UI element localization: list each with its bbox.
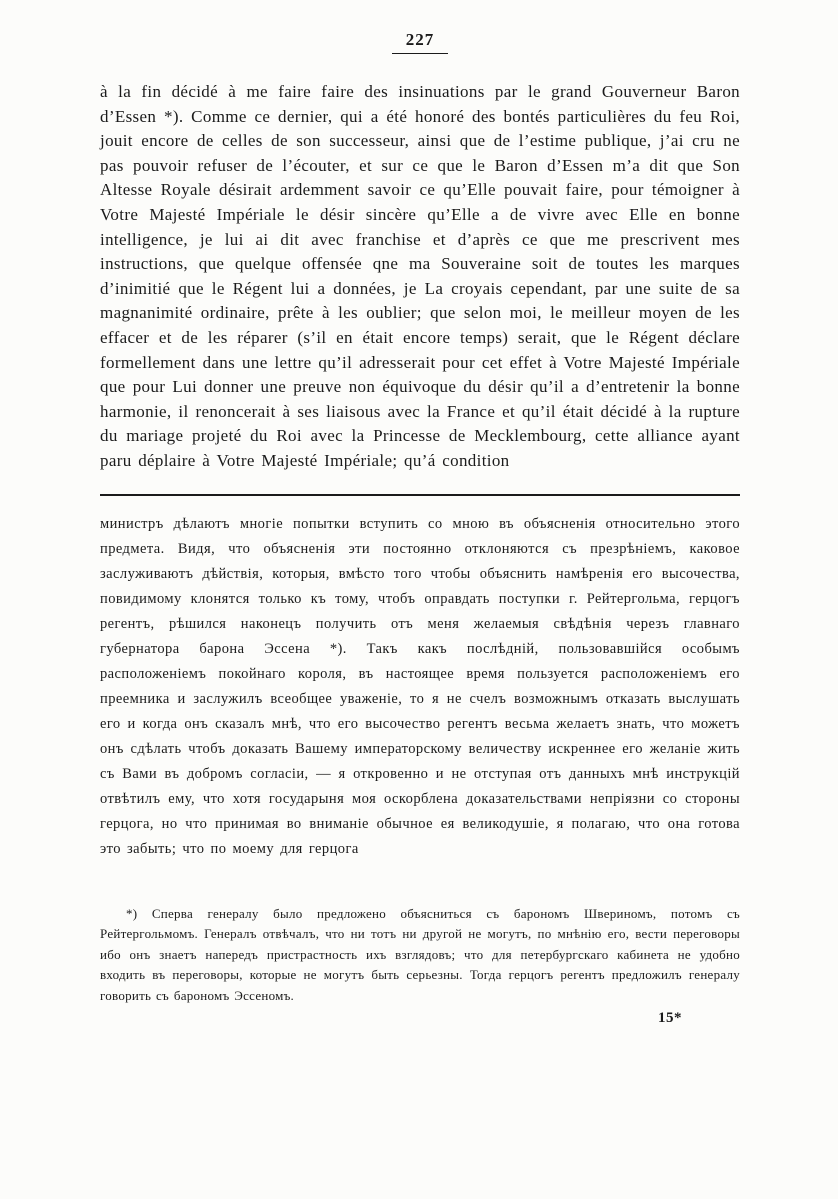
page-header bbox=[100, 30, 740, 54]
page-number: 227 bbox=[392, 30, 449, 54]
footnote: *) Сперва генералу было предложено объясниться съ барономъ Швериномъ, потомъ съ Рейтергольмомъ. Генералъ отвѣчалъ, что ни тотъ ни другой не могутъ, по мнѣнію его, вести переговоры ибо онъ знаетъ напередъ пристрастность ихъ взглядовъ; что для петербургскаго кабинета не удобно входить въ переговоры, которые не могутъ быть серьезны. Тогда герцогъ регентъ предложилъ генералу говорить съ барономъ Эссеномъ. bbox=[100, 905, 740, 1003]
signature-mark: 15* bbox=[658, 1010, 682, 1026]
main-text-french: à la fin décidé à me faire faire des insinuations par le grand Gouverneur Baron d’Essen *). Comme ce dernier, qui a été honoré des bontés particulières du feu Roi, jouit encore de celles de son successeur, ainsi que de l’estime publique, j’ai cru ne pas pouvoir refuser de l’écouter, et sur ce que le Baron d’Essen m’a dit que Son Altesse Royale désirait ardemment savoir ce qu’Elle pouvait faire, pour témoigner à Votre Majesté Impériale le désir sincère qu’Elle a de vivre avec Elle en bonne intelligence, je lui ai dit avec franchise et d’après ce que me prescrivent mes instructions, que quelque offensée qne ma Souveraine soit de toutes les marques d’inimitié que le Régent lui a données, je La croyais cependant, par une suite de sa magnanimité ordinaire, prête à les oublier; que selon moi, le meilleur moyen de les effacer et de les réparer (s’il en était encore temps) serait, que le Régent déclare formellement dans une lettre qu’il adresserait pour cet effet à Votre Majesté Impériale que pour Lui donner une preuve non équivoque du désir qu’il a d’entretenir la bonne harmonie, il renoncerait à ses liaisous avec la France et qu’il était décidé à la rupture du mariage projeté du Roi avec la Princesse de Mecklembourg, cette alliance ayant paru déplaire à Votre Majesté Impériale; qu’á condition bbox=[100, 82, 740, 470]
translation-text-russian: министръ дѣлаютъ многіе попытки вступить со мною въ объясненія относительно этого предмета. Видя, что объясненія эти постоянно отклоняются съ презрѣніемъ, каковое заслуживаютъ дѣйствія, которыя, вмѣсто того чтобы объяснить намѣренія его высочества, повидимому клонятся только къ тому, чтобъ оправдать поступки г. Рейтергольма, герцогъ регентъ, рѣшился наконецъ получить отъ меня желаемыя свѣдѣнія черезъ главнаго губернатора барона Эссена *). Такъ какъ послѣдній, пользовавшійся особымъ расположеніемъ покойнаго короля, въ настоящее время пользуется расположеніемъ его преемника и заслужилъ всеобщее уваженіе, то я не счелъ возможнымъ отказать выслушать его и когда онъ сказалъ мнѣ, что его высочество регентъ весьма желаетъ знать, что можетъ онъ сдѣлать чтобъ доказать Вашему императорскому величеству искреннее его желаніе жить съ Вами въ добромъ согласіи, — я откровенно и не отступая отъ данныхъ мнѣ инструкцій отвѣтилъ ему, что хотя государыня моя оскорблена доказательствами непріязни со стороны герцога, но что принимая во вниманіе обычное ея великодушіе, я полагаю, что она готова это забыть; что по моему для герцога bbox=[100, 515, 740, 857]
section-divider bbox=[100, 494, 740, 496]
